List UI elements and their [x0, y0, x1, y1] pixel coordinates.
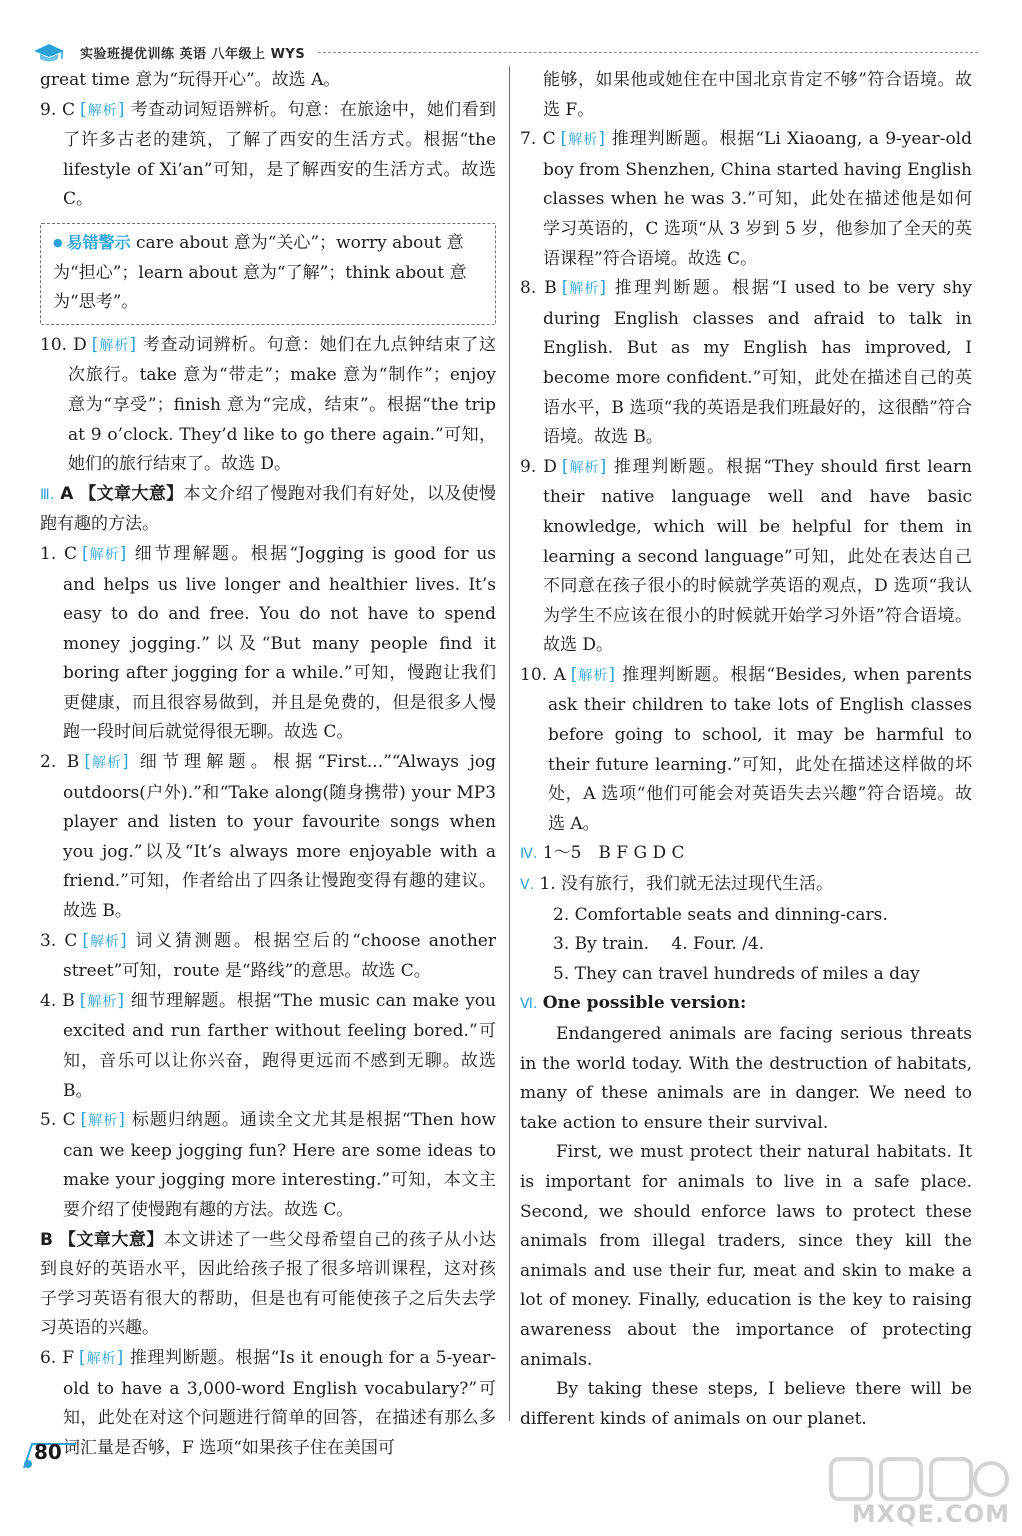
- analysis-tag: [ 解析 ]: [78, 1106, 129, 1137]
- answer-text: 词义猜测题。根据空后的“choose another street”可知，route 是“路线”的意思。故选 C。: [63, 930, 496, 982]
- answer-number: 4. B: [40, 990, 75, 1011]
- answer-text: 推理判断题。根据“They should first learn their native language well and have basic knowledge, which will be helpful for them in learning a second language”可知，此处在表达自己不同意在孩子很小的时候就学英语的观点，D 选项“我认为学生不应该在很小的时候就开始学习外语”符合语境。故选 D。: [543, 456, 972, 656]
- answer-b8: [520, 274, 972, 453]
- essay-paragraph: By taking these steps, I believe there will be different kinds of animals on our planet.: [520, 1379, 972, 1429]
- section-b-summary: [40, 1226, 496, 1344]
- section-5-text: 1. 没有旅行，我们就无法过现代生活。: [539, 874, 834, 895]
- answer-number: 10. D: [40, 334, 87, 355]
- error-warning-box: [40, 223, 496, 325]
- answer-text: 考查动词短语辨析。句意：在旅途中，她们看到了许多古老的建筑，了解了西安的生活方式。根据“the lifestyle of Xi’an”可知，是了解西安的生活方式。故选 C。: [63, 99, 496, 210]
- answer-a3: [40, 927, 496, 987]
- answer-b10: [520, 661, 972, 840]
- answer-number: 9. C: [40, 99, 76, 120]
- answer-number: 2. B: [40, 752, 80, 773]
- analysis-tag: [ 解析 ]: [79, 927, 130, 958]
- answer-9-c: [40, 96, 496, 215]
- answer-b9: [520, 453, 972, 661]
- section-numeral: Ⅴ.: [520, 877, 535, 894]
- section-3-summary: [40, 480, 496, 540]
- answer-text: 细节理解题。根据“The music can make you excited and run farther without feeling bored.”可知，音乐可以让你兴奋，跑得更远而不感到无聊。故选 B。: [63, 990, 496, 1101]
- analysis-tag: [ 解析 ]: [89, 331, 140, 362]
- section-numeral: Ⅳ.: [520, 846, 538, 863]
- right-continuation: 能够，如果他或她住在中国北京肯定不够”符合语境。故选 F。: [543, 70, 972, 120]
- right-column: [520, 66, 972, 1434]
- analysis-tag: [ 解析 ]: [81, 748, 132, 779]
- passage-letter: A: [60, 483, 74, 504]
- analysis-tag: [ 解析 ]: [568, 661, 619, 692]
- analysis-tag: [ 解析 ]: [559, 274, 610, 305]
- header-title: 实验班提优训练 英语 八年级上 WYS: [80, 47, 306, 62]
- analysis-tag: [ 解析 ]: [77, 96, 128, 127]
- header-rule: [318, 52, 978, 53]
- answer-a1: [40, 540, 496, 748]
- answer-number: 10. A: [520, 664, 566, 685]
- answer-10-d: [40, 331, 496, 480]
- answer-text: 推理判断题。根据“Is it enough for a 5-year-old to have a 3,000-word English vocabulary?”可知，此处在对这个问题进行简单的回答，在描述有那么多词汇量是否够，F 选项“如果孩子住在美国可: [63, 1347, 496, 1458]
- analysis-tag: [ 解析 ]: [558, 125, 609, 156]
- page-header: [0, 0, 1022, 66]
- section-numeral: Ⅵ.: [520, 996, 538, 1013]
- section-6-heading: [520, 989, 972, 1020]
- answer-text: 推理判断题。根据“I used to be very shy during English classes and afraid to talk in English. But as my English has improved, I become more confident.”可知，此处在描述自己的英语水平，B 选项“我的英语是我们班最好的，这很酷”符合语境。故选 B。: [543, 278, 972, 448]
- answer-number: 6. F: [40, 1347, 75, 1368]
- summary-label: 【文章大意】: [58, 1229, 164, 1250]
- section-5-item-4: 5. They can travel hundreds of miles a day: [553, 963, 920, 984]
- answer-a5: [40, 1106, 496, 1225]
- watermark-text: MXQE.COM: [851, 1500, 1010, 1528]
- warning-title: ● 易错警示: [53, 233, 131, 252]
- answer-text: 标题归纳题。通读全文尤其是根据“Then how can we keep jogging fun? Here are some ideas to make your jogging more interesting.”可知，本文主要介绍了使慢跑有趣的方法。故选 C。: [63, 1110, 496, 1220]
- warning-text: care about 意为“关心”；worry about 意为“担心”；learn about 意为“了解”；think about 意为“思考”。: [53, 232, 467, 313]
- section-5-item-2: 2. Comfortable seats and dinning-cars.: [553, 904, 888, 925]
- answer-number: 3. C: [40, 930, 78, 951]
- answer-text: 细节理解题。根据“Jogging is good for us and helps us live longer and healthier lives. It’s easy to do and free. You do not have to spend money jogging.”以及“But many people find it boring after jogging for a while.”可知，慢跑让我们更健康，而且很容易做到，并且是免费的，但是很多人慢跑一段时间后就觉得很无聊。故选 C。: [63, 543, 496, 743]
- analysis-tag: [ 解析 ]: [79, 540, 130, 571]
- answer-b7: [520, 125, 972, 274]
- answer-number: 5. C: [40, 1110, 76, 1131]
- left-column: [40, 66, 496, 1463]
- section-numeral: Ⅲ.: [40, 486, 55, 503]
- essay-paragraph: Endangered animals are facing serious threats in the world today. With the destruction of habitats, many of these animals are in danger. We need to take action to ensure their survival.: [520, 1024, 972, 1133]
- answer-b6: [40, 1344, 496, 1463]
- passage-letter: B: [40, 1229, 53, 1250]
- answer-number: 8. B: [520, 278, 557, 299]
- answer-a2: [40, 748, 496, 927]
- summary-text: 本文介绍了慢跑对我们有好处，以及使慢跑有趣的方法。: [40, 483, 497, 535]
- answer-text: 细节理解题。根据“First...”“Always jog outdoors(户外).”和“Take along(随身携带) your MP3 player and listen to your favourite songs when you jog.”以及“It’s always more enjoyable with a friend.”可知，作者给出了四条让慢跑变得有趣的建议。故选 B。: [63, 752, 496, 922]
- section-4-answers: [520, 839, 972, 870]
- left-continuation: great time 意为“玩得开心”。故选 A。: [40, 70, 341, 90]
- answer-number: 1. C: [40, 543, 77, 564]
- essay-paragraph: First, we must protect their natural habitats. It is important for animals to live in a safe place. Second, we should enforce laws to protect these animals from illegal traders, since they kill the animals and use their fur, meat and skin to make a lot of money. Finally, education is the key to raising awareness about the importance of protecting animals.: [520, 1142, 972, 1370]
- section-5-item-1: [520, 870, 972, 901]
- section-4-text: 1～5 B F G D C: [542, 843, 685, 864]
- answer-text: 推理判断题。根据“Besides, when parents ask their children to take lots of English classes before going to school, it may be harmful to their future learning.”可知，此处在描述这样做的坏处，A 选项“他们可能会对英语失去兴趣”符合语境。故选 A。: [548, 664, 972, 834]
- answer-text: 考查动词辨析。句意：她们在九点钟结束了这次旅行。take 意为“带走”；make 意为“制作”；enjoy 意为“享受”；finish 意为“完成，结束”。根据“the trip at 9 o’clock. They’d like to go there again.”可知，她们的旅行结束了。故选 D。: [68, 334, 497, 475]
- version-title: One possible version:: [542, 993, 747, 1014]
- answer-number: 9. D: [520, 456, 557, 477]
- summary-text: 本文讲述了一些父母希望自己的孩子从小达到良好的英语水平，因此给孩子报了很多培训课程，这对孩子学习英语有很大的帮助，但是也有可能使孩子之后失去学习英语的兴趣。: [40, 1229, 497, 1339]
- graduation-cap-icon: [32, 42, 66, 64]
- analysis-tag: [ 解析 ]: [76, 1344, 127, 1375]
- section-5-item-3: 3. By train. 4. Four. /4.: [553, 934, 765, 955]
- answer-a4: [40, 987, 496, 1106]
- answer-number: 7. C: [520, 129, 556, 150]
- summary-label: 【文章大意】: [79, 483, 184, 504]
- analysis-tag: [ 解析 ]: [559, 453, 610, 484]
- page-number: 80: [34, 1440, 62, 1464]
- column-divider: [509, 66, 510, 1421]
- answer-text: 推理判断题。根据“Li Xiaoang, a 9-year-old boy from Shenzhen, China started having English classes when he was 3.”可知，此处在描述他是如何学习英语的，C 选项“从 3 岁到 5 岁，他参加了全天的英语课程”符合语境。故选 C。: [543, 129, 972, 269]
- analysis-tag: [ 解析 ]: [77, 987, 128, 1018]
